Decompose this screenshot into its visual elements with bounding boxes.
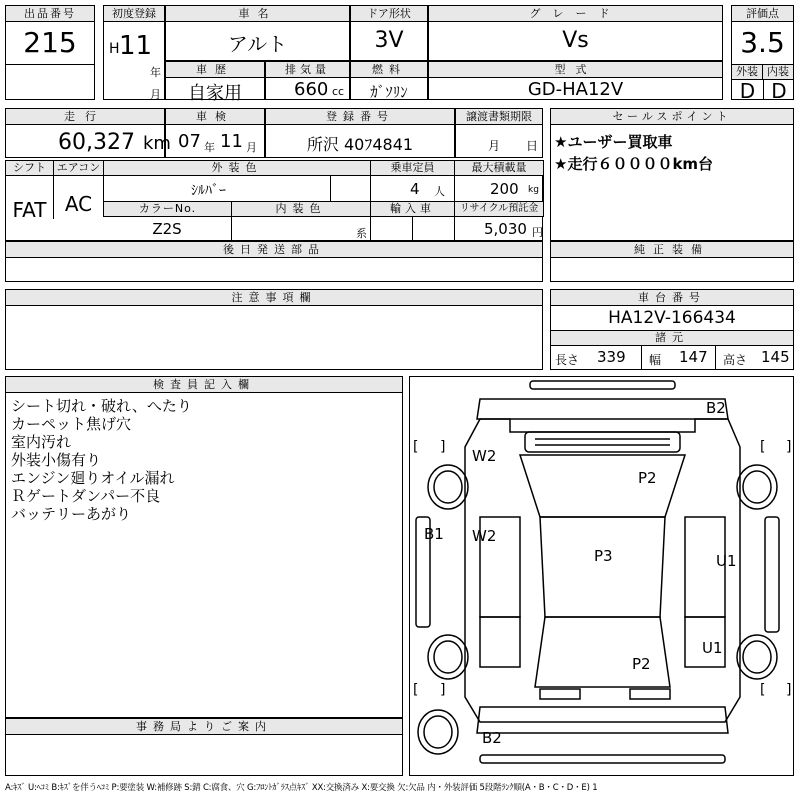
sales-point-box xyxy=(550,108,794,241)
bracket-mark: [ xyxy=(760,682,766,698)
displacement-box xyxy=(265,61,350,100)
model-value: GD-HA12V xyxy=(527,79,624,100)
inspector-line: シート切れ・破れ、へたり xyxy=(11,397,192,415)
car-diagram xyxy=(409,376,794,776)
exterior-color-label: 外装色 xyxy=(103,160,371,176)
bracket-mark: [ xyxy=(413,439,419,455)
capacity-value: 4 xyxy=(410,180,420,198)
chassis-value: HA12V-166434 xyxy=(608,308,736,328)
car-name-label: 車名 xyxy=(166,6,349,22)
import-cell-a xyxy=(370,216,413,242)
legend-text: A:ｷｽﾞ U:ﾍｺﾐ B:ｷｽﾞを伴うﾍｺﾐ P:要塗装 W:補修跡 S:錆 C:腐食、穴 G:ﾌﾛﾝﾄｶﾞﾗｽ点ｷｽﾞ XX:交換済み X:要交換 欠:欠品 内・外装評価 5段階ﾗﾝｸ順(A・B・C・D・E) 1 xyxy=(5,783,598,793)
inspection-month: 11 xyxy=(220,131,243,152)
mileage-label: 走行 xyxy=(6,109,164,125)
lot-number-box xyxy=(5,5,95,100)
car-history-box xyxy=(165,61,265,104)
exterior-score-value: D xyxy=(739,79,756,103)
inspector-line: バッテリーあがり xyxy=(11,505,132,523)
car-diagram-drawing xyxy=(410,377,795,777)
displacement-value: 660 xyxy=(294,79,329,100)
lot-number-label: 出品番号 xyxy=(6,6,94,22)
door-value: 3V xyxy=(374,28,404,53)
car-history-label: 車歴 xyxy=(166,62,264,78)
office-box xyxy=(5,718,403,776)
interior-color-unit: 系 xyxy=(356,227,367,240)
damage-mark: U1 xyxy=(702,639,723,657)
inspector-box xyxy=(5,376,403,718)
bracket-mark: ] xyxy=(440,682,446,698)
later-parts-box xyxy=(5,241,543,282)
notes-label: 注意事項欄 xyxy=(6,290,542,306)
bracket-mark: ] xyxy=(786,439,792,455)
bracket-mark: [ xyxy=(413,682,419,698)
damage-mark: B1 xyxy=(424,525,444,543)
inspector-line: Ｒゲートダンパー不良 xyxy=(11,487,161,505)
sales-point-line: ★ユーザー買取車 xyxy=(554,133,673,151)
transfer-deadline-box xyxy=(455,108,543,158)
shift-label: シフト xyxy=(5,160,54,176)
shift-value: FAT xyxy=(12,198,47,222)
inspector-label: 検査員記入欄 xyxy=(6,377,402,393)
damage-mark: B2 xyxy=(482,729,502,747)
aircon-label: エアコン xyxy=(53,160,104,176)
score-value: 3.5 xyxy=(740,26,785,59)
recycle-label: リサイクル預託金 xyxy=(454,201,544,217)
max-load-value: 200 xyxy=(490,180,519,198)
interior-score-value: D xyxy=(763,79,794,100)
later-parts-label: 後日発送部品 xyxy=(6,242,542,258)
inspection-year-unit: 年 xyxy=(204,141,215,154)
transfer-day-unit: 日 xyxy=(526,139,539,153)
door-label: ドア形状 xyxy=(351,6,427,22)
width-value: 147 xyxy=(679,348,708,366)
aircon-value: AC xyxy=(53,176,103,219)
grade-value: Vs xyxy=(562,28,589,53)
score-label: 評価点 xyxy=(732,6,793,22)
recycle-value: 5,030 xyxy=(484,220,527,238)
interior-color-label: 内装色 xyxy=(231,201,371,217)
inspector-line: 外装小傷有り xyxy=(11,451,102,469)
bracket-mark: ] xyxy=(440,439,446,455)
grade-box xyxy=(428,5,723,61)
registration-number-value: 所沢 40ﾌ4841 xyxy=(306,135,414,154)
genuine-equipment-label: 純正装備 xyxy=(551,242,793,258)
lot-number-value: 215 xyxy=(23,26,77,59)
fuel-box xyxy=(350,61,428,100)
max-load-unit: kg xyxy=(528,185,539,195)
model-box xyxy=(428,61,723,100)
first-registration-label: 初度登録 xyxy=(104,6,164,22)
mileage-box xyxy=(5,108,171,158)
capacity-unit: 人 xyxy=(434,185,445,198)
office-label: 事務局よりご案内 xyxy=(6,719,402,735)
inspector-line: エンジン廻りオイル漏れ xyxy=(11,469,175,487)
max-load-label: 最大積載量 xyxy=(454,160,544,176)
color-number-value: Z2S xyxy=(152,220,182,238)
door-box xyxy=(350,5,428,61)
notes-box xyxy=(5,289,543,370)
car-history-value: 自家用 xyxy=(188,83,242,104)
sales-point-line: ★走行６００００km台 xyxy=(554,155,714,173)
height-label: 高さ xyxy=(723,353,748,367)
damage-mark: B2 xyxy=(706,399,726,417)
capacity-label: 乗車定員 xyxy=(370,160,455,176)
registration-number-label: 登録番号 xyxy=(266,109,454,125)
inspection-box xyxy=(165,108,265,158)
first-registration-box xyxy=(103,5,165,100)
mileage-unit: km xyxy=(143,133,171,154)
sales-point-label: セールスポイント xyxy=(551,109,793,125)
registration-number-box xyxy=(265,108,455,158)
first-registration-month-unit: 月 xyxy=(150,88,161,101)
chassis-box xyxy=(550,289,794,370)
damage-mark: P2 xyxy=(632,655,651,673)
transfer-month-unit: 月 xyxy=(488,139,501,153)
score-box xyxy=(731,5,794,103)
displacement-label: 排気量 xyxy=(266,62,349,78)
inspector-line: 室内汚れ xyxy=(11,433,72,451)
damage-mark: P2 xyxy=(638,469,657,487)
width-label: 幅 xyxy=(649,353,662,367)
length-value: 339 xyxy=(597,348,626,366)
inspection-label: 車検 xyxy=(166,109,264,125)
chassis-label: 車台番号 xyxy=(551,290,793,306)
spec-block xyxy=(5,160,543,241)
exterior-color-value: ｼﾙﾊﾞｰ xyxy=(191,183,226,199)
damage-mark: W2 xyxy=(472,527,497,545)
exterior-score-label: 外装 xyxy=(731,64,763,80)
mileage-value: 60,327 xyxy=(58,130,135,155)
genuine-equipment-box xyxy=(550,241,794,282)
inspection-month-unit: 月 xyxy=(246,141,257,154)
height-value: 145 xyxy=(761,348,790,366)
inspector-line: カーペット焦げ穴 xyxy=(11,415,132,433)
damage-mark: P3 xyxy=(594,547,613,565)
damage-mark: W2 xyxy=(472,447,497,465)
specs-label: 諸元 xyxy=(550,330,794,346)
car-name-value: アルト xyxy=(227,32,288,56)
model-label: 型式 xyxy=(429,62,722,78)
fuel-value: ｶﾞｿﾘﾝ xyxy=(370,83,408,101)
first-registration-year-unit: 年 xyxy=(150,66,161,79)
length-label: 長さ xyxy=(555,353,580,367)
bracket-mark: [ xyxy=(760,439,766,455)
interior-color-cell xyxy=(231,216,371,242)
first-registration-year: 11 xyxy=(119,31,153,61)
import-cell-b xyxy=(412,216,455,242)
color-number-label: カラーNo. xyxy=(103,201,232,217)
fuel-label: 燃料 xyxy=(351,62,427,78)
grade-label: グレード xyxy=(429,6,722,22)
exterior-color-sub-cell xyxy=(330,175,371,202)
car-name-box xyxy=(165,5,350,61)
first-registration-era: H xyxy=(109,41,120,57)
import-label: 輸入車 xyxy=(370,201,455,217)
inspection-year: 07 xyxy=(178,131,201,152)
displacement-unit: cc xyxy=(332,85,345,98)
interior-score-label: 内装 xyxy=(762,64,794,80)
recycle-unit: 円 xyxy=(532,226,543,239)
bracket-mark: ] xyxy=(786,682,792,698)
damage-mark: U1 xyxy=(716,552,737,570)
transfer-deadline-label: 譲渡書類期限 xyxy=(456,109,542,125)
